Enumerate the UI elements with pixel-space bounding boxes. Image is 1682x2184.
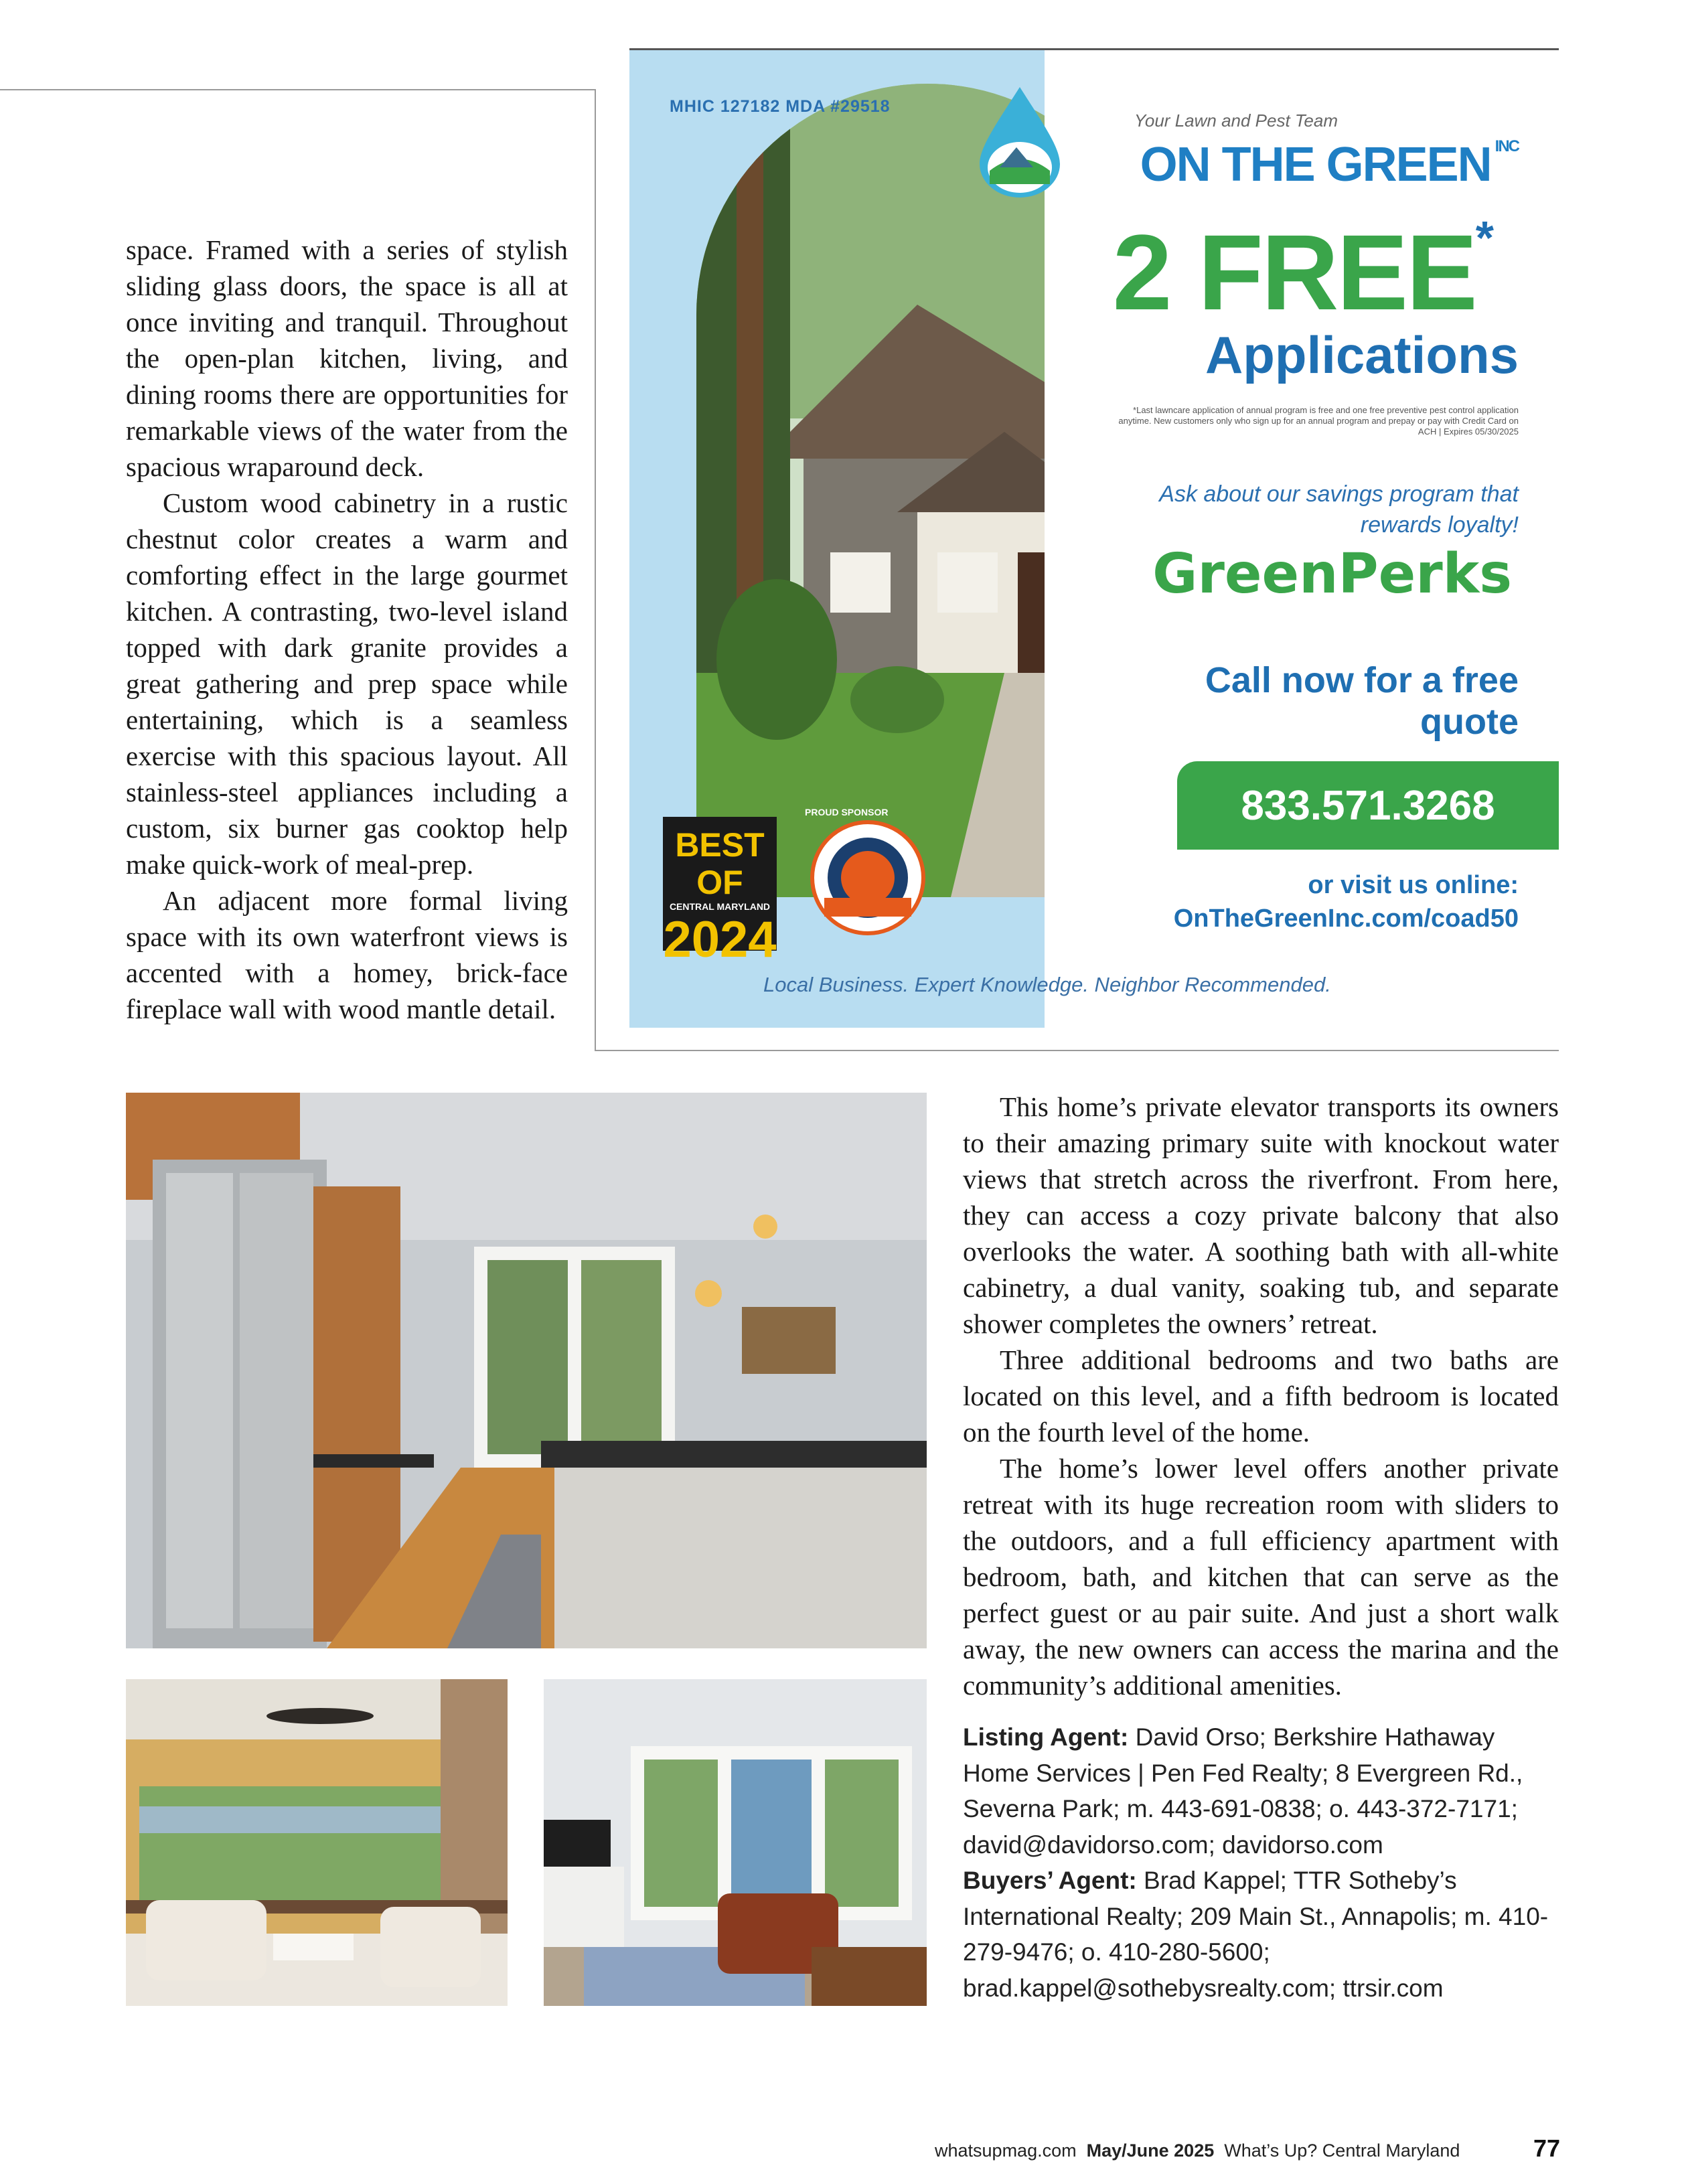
living-room-photo	[544, 1679, 927, 2006]
article-paragraph: An adjacent more formal living space with its own waterfront views is accented with a homey, brick-face fireplace wall with wood mantle detail.	[126, 885, 568, 1024]
bowie-baysox-logo	[810, 820, 925, 935]
article-column-left	[126, 232, 568, 1027]
ad-tagline: Your Lawn and Pest Team	[1134, 110, 1338, 131]
article-column-right	[963, 1089, 1559, 1703]
best-of-badge	[663, 817, 777, 968]
best-of-line1: BEST OF	[675, 826, 765, 901]
headline-text: 2 FREE	[1112, 212, 1476, 332]
headline-asterisk: *	[1475, 212, 1492, 264]
listing-agent-label: Listing Agent:	[963, 1723, 1129, 1751]
fine-print: *Last lawncare application of annual program is free and one free preventive pest control application anytime. New customers only who sign up for an annual program and prepay or pay with Credit Card on ACH | Expires 05/30/2025	[1118, 405, 1519, 437]
article-paragraph: This home’s private elevator transports its owners to their amazing primary suite with knockout water views that stretch across the riverfront. From here, they can access a cozy private balcony that also overlooks the water. A soothing bath with all-white cabinetry, a dual vanity, soaking tub, and separate shower completes the owners’ retreat.	[963, 1091, 1559, 1339]
agent-credits	[963, 1719, 1559, 2006]
frame-rule-top	[0, 89, 596, 90]
article-paragraph: Custom wood cabinetry in a rustic chestnut color creates a warm and comforting effect in the large gourmet kitchen. A contrasting, two-level island topped with dark granite provides a great gathering and prep space while entertaining, which is a seamless exercise with this spacious layout. All stainless-steel appliances including a custom, six burner gas cooktop help make quick-work of meal-prep.	[126, 487, 568, 880]
best-of-line2: CENTRAL MARYLAND	[669, 901, 771, 912]
advertisement[interactable]	[629, 50, 1559, 1028]
article-paragraph: The home’s lower level offers another private retreat with its huge recreation room with sliders to the outdoors, and a full efficiency apartment with bedroom, bath, and kitchen that can serve as the perfect guest or au pair suite. And just a short walk away, the new owners can access the marina and the community’s additional amenities.	[963, 1453, 1559, 1701]
phone-number[interactable]: 833.571.3268	[1177, 761, 1559, 850]
frame-rule-vertical	[595, 89, 596, 1051]
listing-agent-text: David Orso; Berkshire Hathaway Home Services | Pen Fed Realty; 8 Evergreen Rd., Severna Park; m. 443-691-0838; o. 443-372-7171; david@davidorso.com; davidorso.com	[963, 1723, 1523, 1859]
buyers-agent-text: Brad Kappel; TTR Sotheby’s International Realty; 209 Main St., Annapolis; m. 410-279-9476; o. 410-280-5600; brad.kappel@sothebysrealty.com; ttrsir.com	[963, 1867, 1549, 2002]
kitchen-photo	[126, 1093, 927, 1648]
ad-headline	[1113, 211, 1492, 334]
brand-name-text: ON THE GREEN	[1140, 138, 1491, 191]
article-paragraph: space. Framed with a series of stylish sliding glass doors, the space is all at once inviting and tranquil. Throughout the open-plan kitchen, living, and dining rooms there are opportunities for remarkable views of the water from the spacious wraparound deck.	[126, 234, 568, 482]
on-the-green-logo	[970, 84, 1070, 198]
call-to-action: Call now for a free quote	[1205, 660, 1519, 742]
visit-online	[1117, 868, 1519, 935]
footer-magazine: What’s Up? Central Maryland	[1224, 2140, 1460, 2161]
savings-text: Ask about our savings program that rewards loyalty!	[1159, 481, 1519, 538]
license-number: MHIC 127182 MDA #29518	[670, 97, 891, 116]
brand-name	[1140, 137, 1519, 192]
footer-site: whatsupmag.com	[935, 2140, 1077, 2161]
visit-label: or visit us online:	[1308, 871, 1519, 899]
buyers-agent-label: Buyers’ Agent:	[963, 1867, 1137, 1894]
ad-footer-slogan: Local Business. Expert Knowledge. Neighbor Recommended.	[763, 973, 1331, 996]
screened-porch-photo	[126, 1679, 508, 2006]
green-perks-logo: GreenPerks	[1152, 542, 1512, 606]
frame-rule-bottom	[595, 1050, 1559, 1051]
footer-issue: May/June 2025	[1086, 2140, 1215, 2161]
brand-suffix: INC	[1495, 137, 1519, 155]
page-number: 77	[1533, 2134, 1561, 2162]
page-footer	[935, 2140, 1460, 2161]
ad-subhead: Applications	[1205, 325, 1519, 384]
ad-url-link[interactable]: OnTheGreenInc.com/coad50	[1173, 905, 1519, 933]
article-paragraph: Three additional bedrooms and two baths are located on this level, and a fifth bedroom is located on the fourth level of the home.	[963, 1344, 1559, 1448]
sponsor-label: PROUD SPONSOR	[805, 807, 889, 817]
best-of-year: 2024	[663, 911, 777, 968]
